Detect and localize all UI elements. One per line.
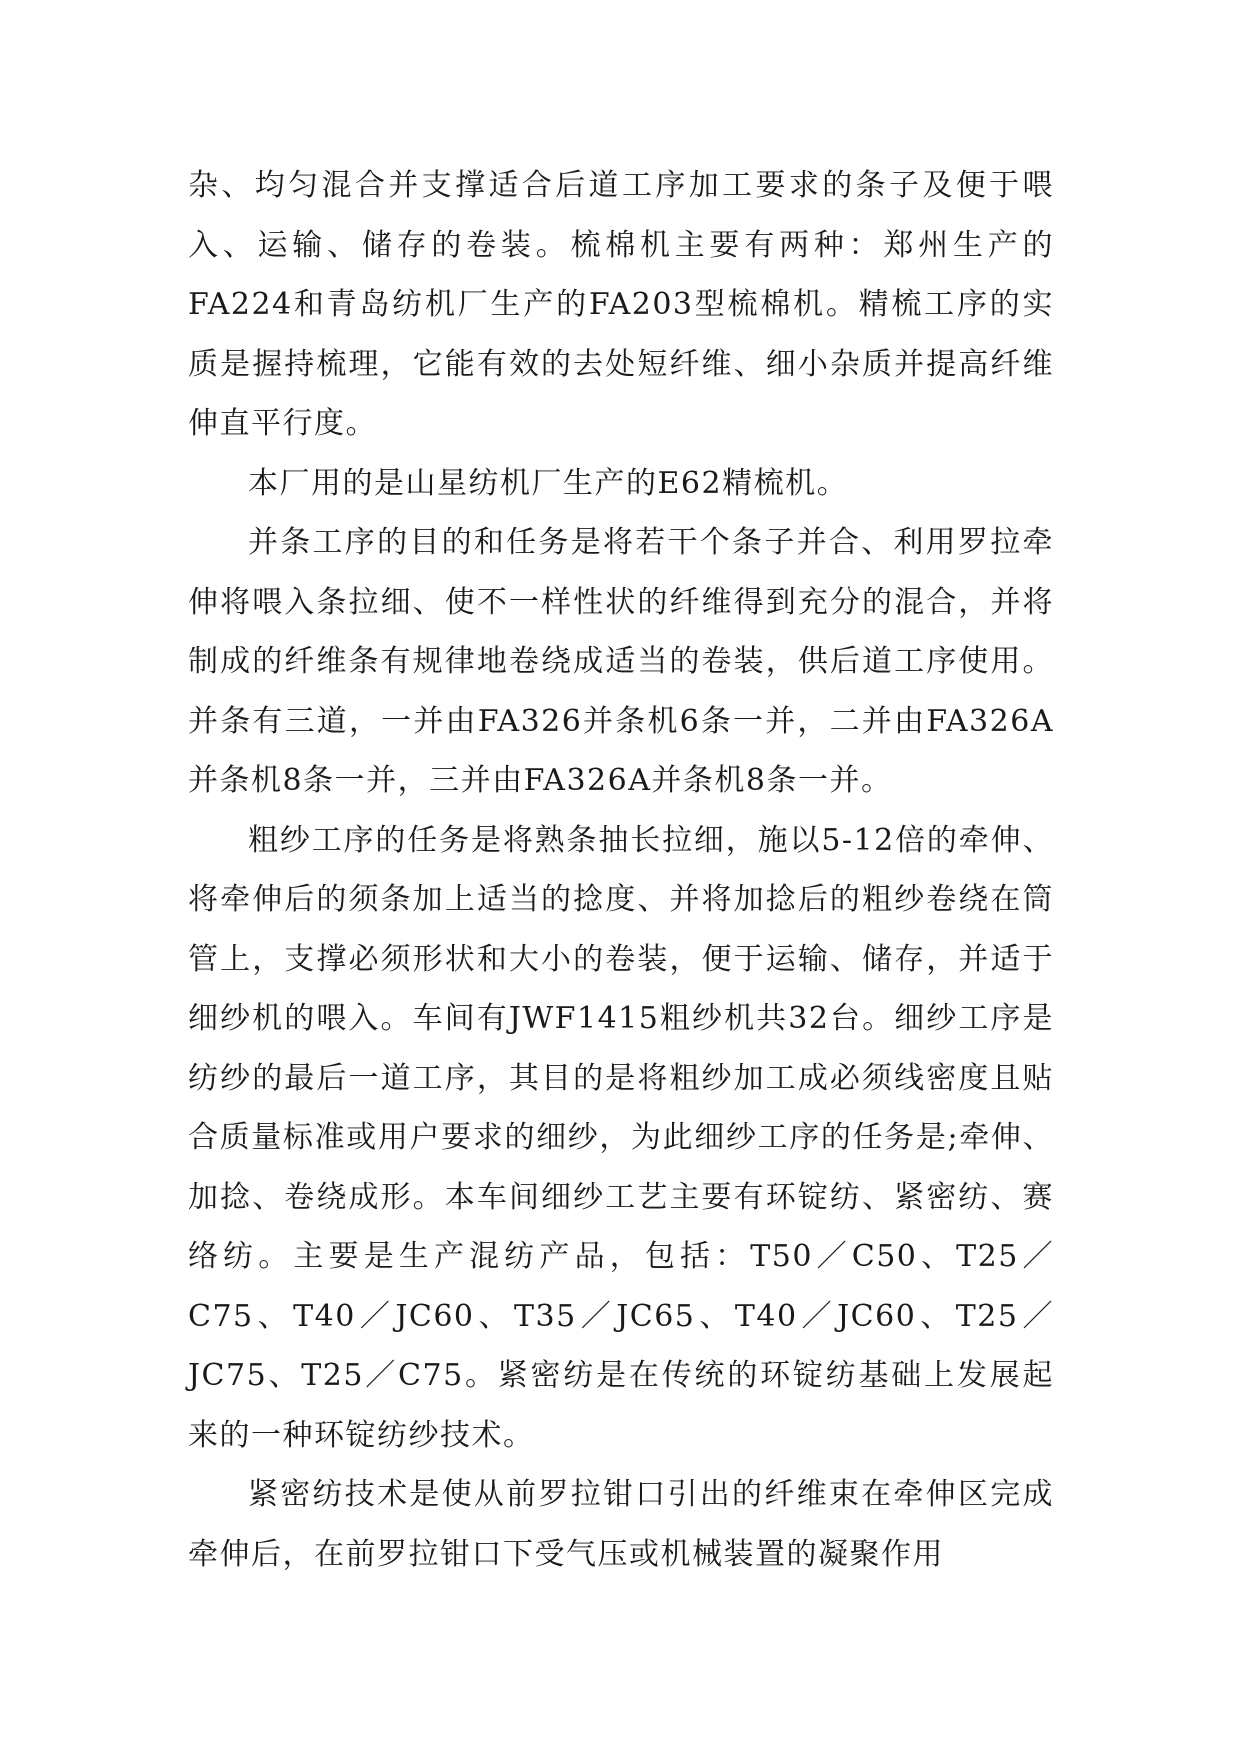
paragraph-drawing-process: 并条工序的目的和任务是将若干个条子并合、利用罗拉牵伸将喂入条拉细、使不一样性状的纤维得到充分的混合，并将制成的纤维条有规律地卷绕成适当的卷装，供后道工序使用。并条有三道，一并由FA326并条机6条一并，二并由FA326A并条机8条一并，三并由FA326A并条机8条一并。 (188, 525, 1054, 798)
paragraph-compact-spinning: 紧密纺技术是使从前罗拉钳口引出的纤维束在牵伸区完成牵伸后，在前罗拉钳口下受气压或机械装置的凝聚作用 (188, 1477, 1054, 1572)
paragraph-roving-spinning: 粗纱工序的任务是将熟条抽长拉细，施以5-12倍的牵伸、将牵伸后的须条加上适当的捻度、并将加捻后的粗纱卷绕在筒管上，支撑必须形状和大小的卷装，便于运输、储存，并适于细纱机的喂入。车间有JWF1415粗纱机共32台。细纱工序是纺纱的最后一道工序，其目的是将粗纱加工成必须线密度且贴合质量标准或用户要求的细纱，为此细纱工序的任务是;牵伸、加捻、卷绕成形。本车间细纱工艺主要有环锭纺、紧密纺、赛络纺。主要是生产混纺产品，包括：T50／C50、T25／C75、T40／JC60、T35／JC65、T40／JC60、T25／JC75、T25／C75。紧密纺是在传统的环锭纺基础上发展起来的一种环锭纺纱技术。 (188, 822, 1054, 1453)
paragraph-combing-machine: 本厂用的是山星纺机厂生产的E62精梳机。 (248, 465, 849, 501)
paragraph-carding-combing: 杂、均匀混合并支撑适合后道工序加工要求的条子及便于喂入、运输、储存的卷装。梳棉机主要有两种：郑州生产的FA224和青岛纺机厂生产的FA203型梳棉机。精梳工序的实质是握持梳理，它能有效的去处短纤维、细小杂质并提高纤维伸直平行度。 (188, 168, 1054, 441)
document-body (188, 156, 1054, 1584)
